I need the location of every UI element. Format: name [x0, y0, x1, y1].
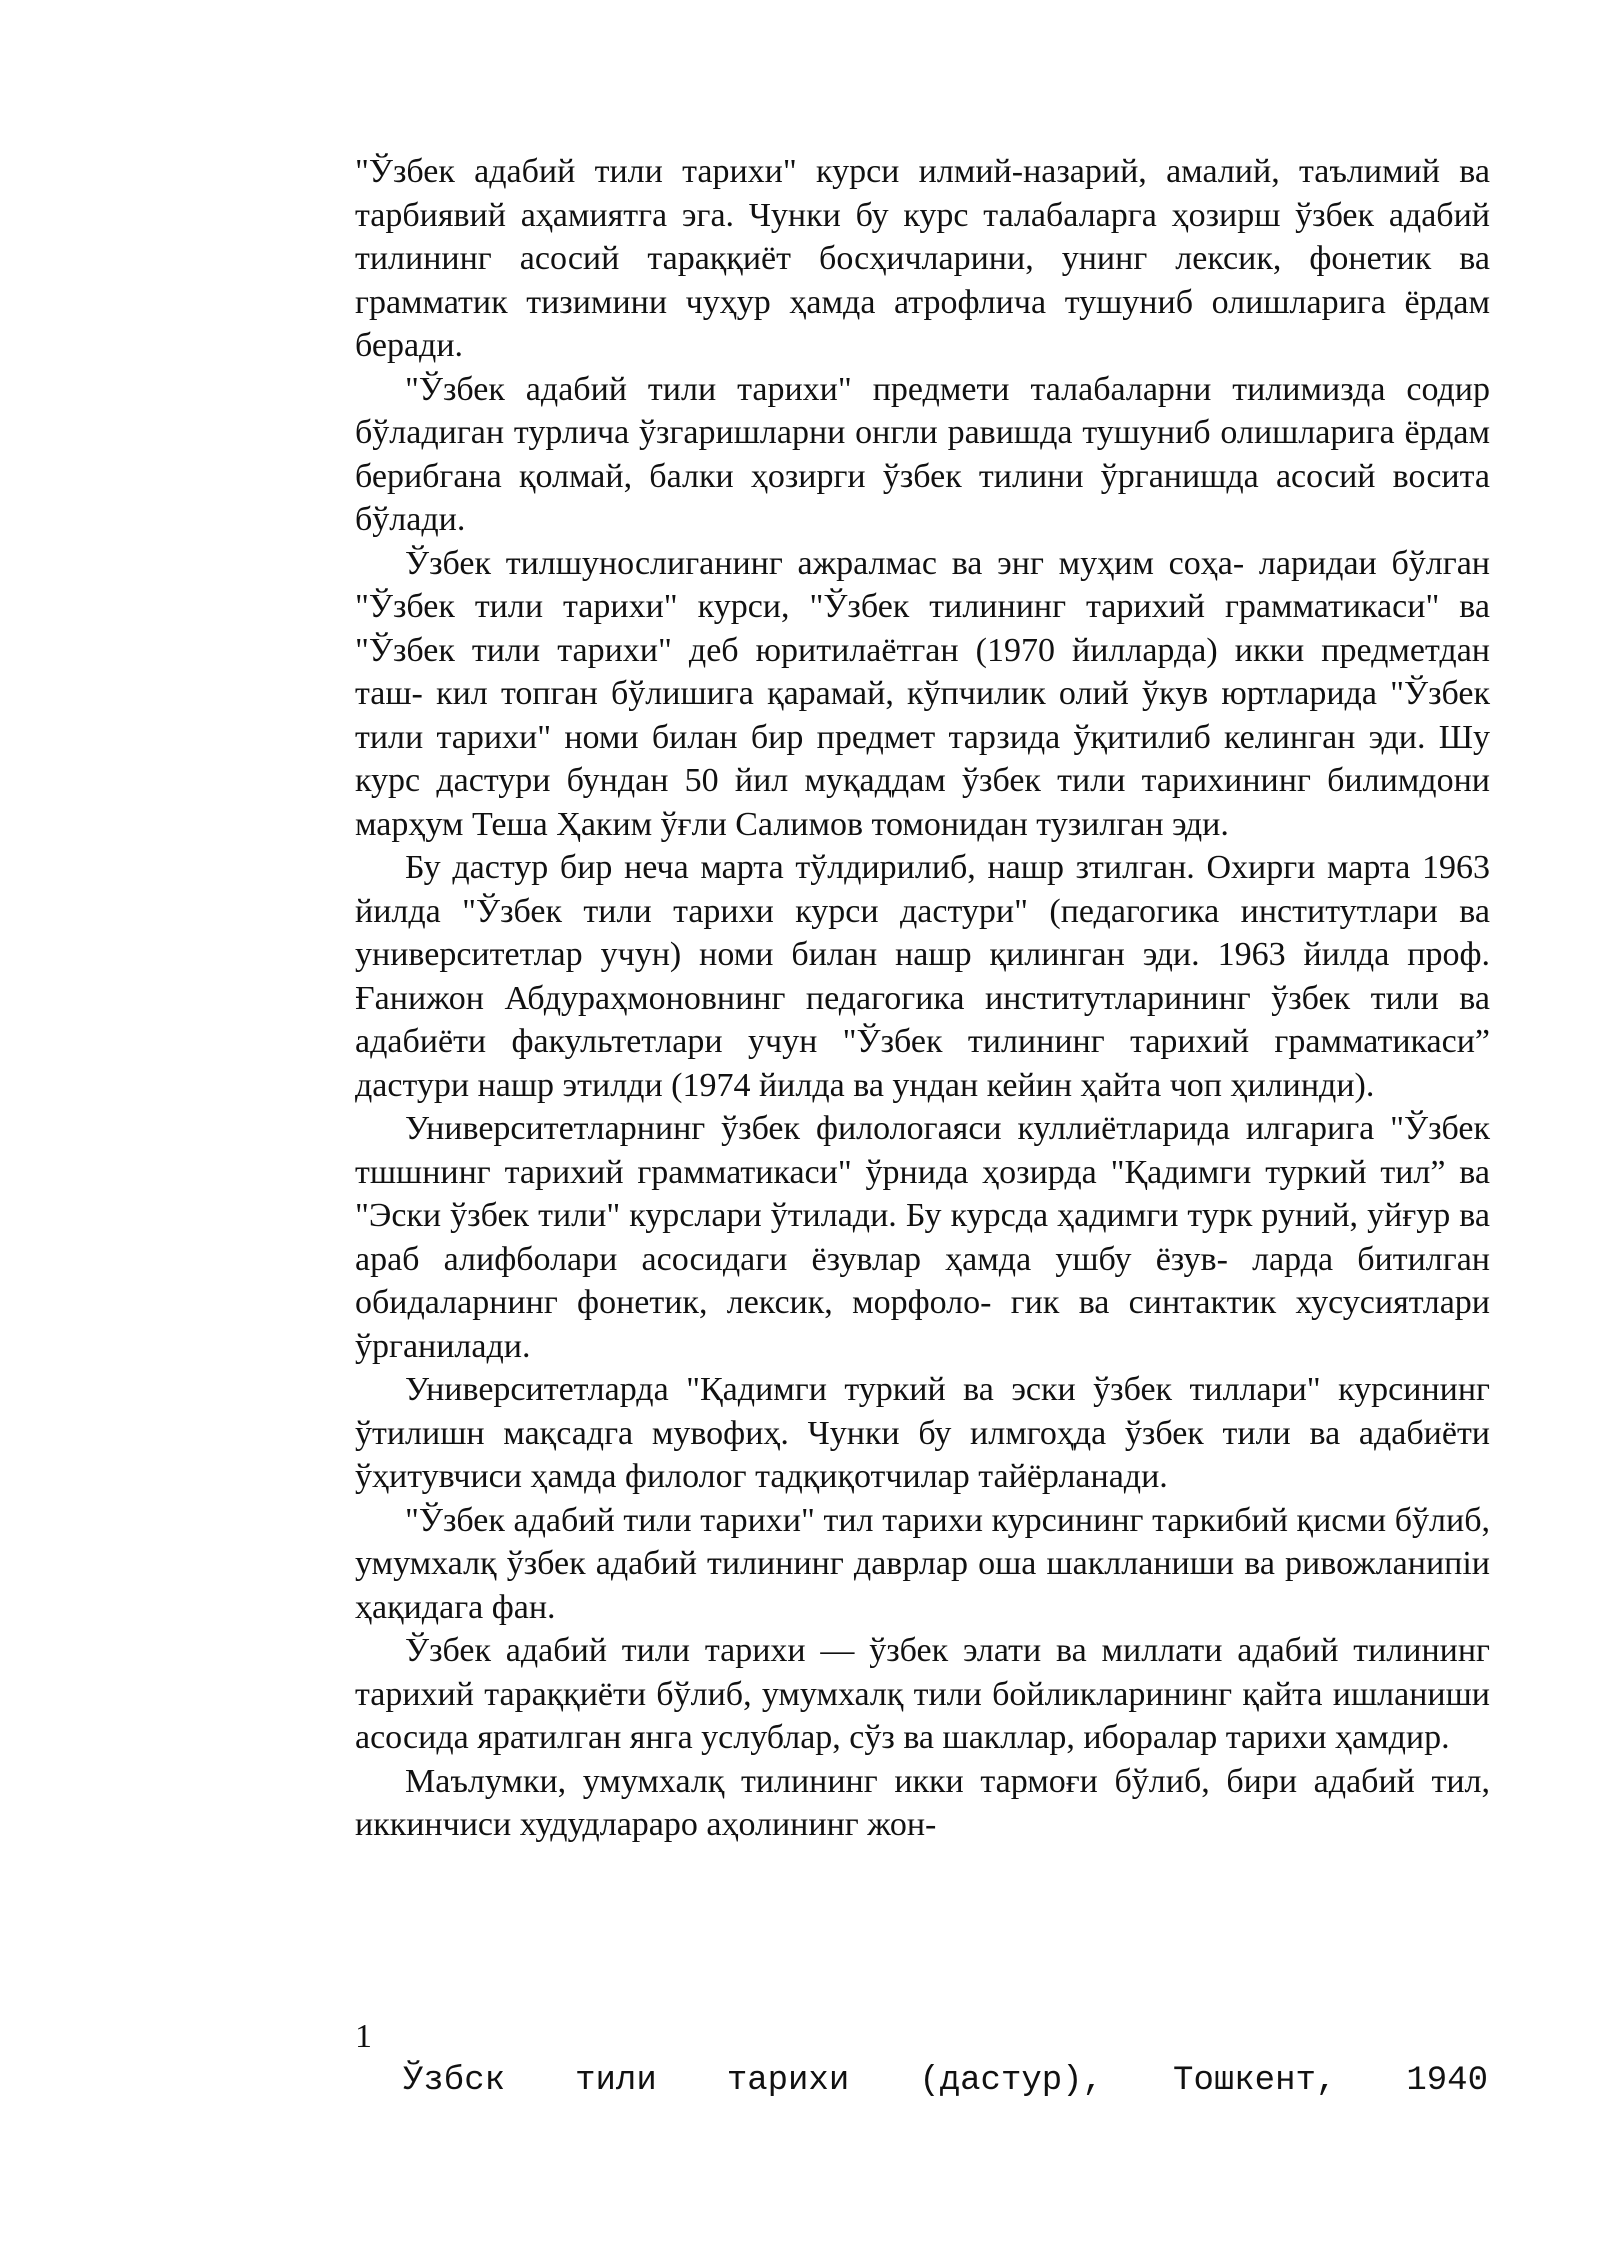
paragraph: "Ўзбек адабий тили тарихи" курси илмий-назарий, амалий, таълимий ва тарбиявий аҳамиятга эга. Чунки бу курс талабаларга ҳозирш ўзбек адабий тилининг асосий тараққиёт босҳичларини, унинг лексик, фонетик ва грамматик тизимини чуҳур ҳамда атрофлича тушуниб олишларига ёрдам беради.: [355, 153, 1490, 364]
paragraph: Бу дастур бир неча марта тўлдирилиб, нашр зтилган. Охирги марта 1963 йилда "Ўзбек тили тарихи курси дастури" (педагогика институтлари ва университетлар учун) номи билан нашр қилинган эди. 1963 йилда проф. Ғанижон Абдураҳмоновнинг педагогика институтларининг ўзбек тили ва адабиёти факультетлари учун "Ўзбек тилининг тарихий грамматикаси” дастури нашр этилди (1974 йилда ва ундан кейин ҳайта чоп ҳилинди).: [355, 849, 1490, 1104]
paragraph: Университетларнинг ўзбек филологаяси куллиётларида илгарига "Ўзбек тшшнинг тарихий грамматикаси" ўрнида ҳозирда "Қадимги туркий тил” ва "Эски ўзбек тили" курслари ўтилади. Бу курсда ҳадимги турк руний, уйғур ва араб алифболари асосидаги ёзувлар ҳамда ушбу ёзув- ларда битилган обидаларнинг фонетик, лексик, морфоло- гик ва синтактик хусусиятлари ўрганилади.: [355, 1110, 1490, 1365]
paragraph: Ўзбек адабий тили тарихи — ўзбек элати ва миллати адабий тилининг тарихий тараққиёти бўлиб, умумхалқ тили бойликларининг қайта ишланиши асосида яратилган янга услублар, сўз ва шакллар, иборалар тарихи ҳамдир.: [355, 1632, 1490, 1756]
body-text: [355, 150, 1490, 1847]
paragraph: Ўзбек тилшунослиганинг ажралмас ва энг муҳим соҳа- ларидаи бўлган "Ўзбек тили тарихи" курси, "Ўзбек тилининг тарихий грамматикаси" ва "Ўзбек тили тарихи" деб юритилаётган (1970 йилларда) икки предметдан таш- кил топган бўлишига қарамай, кўпчилик олий ўкув юртларида "Ўзбек тили тарихи" номи билан бир предмет тарзида ўқитилиб келинган эди. Шу курс дастури бундан 50 йил муқаддам ўзбек тили тарихининг билимдони марҳум Теша Ҳаким ўғли Салимов томонидан тузилган эди.: [355, 544, 1490, 843]
paragraph: "Ўзбек адабий тили тарихи" тил тарихи курсининг таркибий қисми бўлиб, умумхалқ ўзбек адабий тилининг даврлар оша шаклланиши ва ривожланипіи ҳақидага фан.: [355, 1501, 1490, 1626]
footnote-marker: 1: [355, 2018, 372, 2055]
paragraph: "Ўзбек адабий тили тарихи" предмети талабаларни тилимизда содир бўладиган турлича ўзгаришларни онгли равишда тушуниб олишларига ёрдам берибгана қолмай, балки ҳозирги ўзбек тилини ўрганишда асосий восита бўлади.: [355, 370, 1490, 538]
paragraph: Университетларда "Қадимги туркий ва эски ўзбек тиллари" курсининг ўтилишн мақсадга мувофиҳ. Чунки бу илмгоҳда ўзбек тили ва адабиёти ўҳитувчиси ҳамда филолог тадқиқотчилар тайёрланади.: [355, 1371, 1490, 1495]
paragraph: Маълумки, умумхалқ тилининг икки тармоғи бўлиб, бири адабий тил, иккинчиси худудлараро аҳолининг жон-: [355, 1762, 1490, 1843]
footnote-text: Ўзбск тили тарихи (дастур), Тошкент, 1940: [403, 2062, 1488, 2100]
